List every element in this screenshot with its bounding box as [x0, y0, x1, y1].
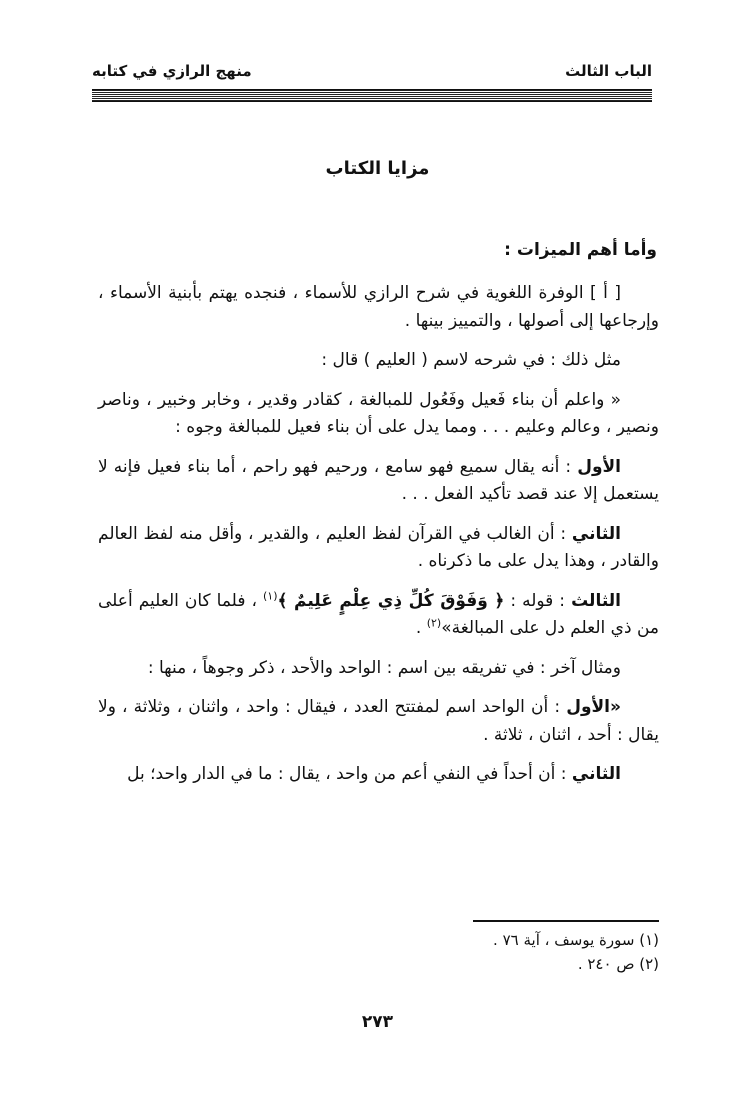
paragraph-1: [ أ ] الوفرة اللغوية في شرح الرازي للأسماء ، فنجده يهتم بأبنية الأسماء ، وإرجاعها إلى أصولها ، والتمييز بينها .	[98, 283, 659, 331]
section-title: مزايا الكتاب	[325, 158, 430, 179]
paragraph-4-lead: الأول	[577, 456, 621, 477]
paragraph-8-text: : أن الواحد اسم لمفتتح العدد ، فيقال : واحد ، واثنان ، وثلاثة ، ولا يقال : أحد ، اثنان ، ثلاثة .	[98, 697, 659, 745]
paragraph-8	[98, 694, 659, 749]
footnote-2: (٢) ص ٢٤٠ .	[577, 955, 659, 973]
paragraph-5-text: : أن الغالب في القرآن لفظ العليم ، والقدير ، وأقل منه لفظ العالم والقادر ، وهذا يدل على ما ذكرناه .	[98, 523, 659, 571]
subtitle: وأما أهم الميزات :	[504, 240, 657, 260]
paragraph-6-lead: الثالث	[571, 590, 621, 611]
paragraph-6-text-a: : قوله :	[504, 590, 572, 611]
quran-verse: ﴿ وَفَوْقَ كُلِّ ذِي عِلْمٍ عَلِيمٌ ﴾	[277, 590, 505, 611]
paragraph-3: « واعلم أن بناء فَعيل وفَعُول للمبالغة ، كقادر وقدير ، وخابر وخبير ، وناصر ونصير ، وعالم وعليم . . . ومما يدل على أن بناء فعيل للمبالغة وجوه :	[98, 389, 659, 437]
running-header	[92, 58, 652, 106]
paragraph-9	[98, 761, 659, 789]
paragraph-2: مثل ذلك : في شرحه لاسم ( العليم ) قال :	[321, 350, 621, 370]
paragraph-8-lead: «الأول	[566, 697, 621, 717]
footnote-ref-2: (٢)	[426, 616, 442, 630]
page-number: ٢٧٣	[361, 1012, 394, 1032]
paragraph-7: ومثال آخر : في تفريقه بين اسم : الواحد والأحد ، ذكر وجوهاً ، منها :	[147, 657, 621, 678]
body-text	[98, 280, 659, 801]
paragraph-6-text-c: .	[415, 618, 427, 638]
paragraph-6	[98, 588, 659, 643]
footnote-ref-1: (١)	[262, 588, 278, 602]
paragraph-5-lead: الثاني	[571, 523, 621, 544]
paragraph-4-text: : أنه يقال سميع فهو سامع ، ورحيم فهو راحم ، أما بناء فعيل فإنه لا يستعمل إلا عند قصد تأكيد الفعل . . .	[98, 456, 659, 504]
footnote-1: (١) سورة يوسف ، آية ٧٦ .	[493, 931, 659, 949]
paragraph-9-lead: الثاني	[571, 764, 621, 784]
footnote-rule	[473, 920, 659, 922]
header-rule	[92, 89, 652, 102]
paragraph-5	[98, 521, 659, 576]
footnotes	[493, 928, 659, 976]
paragraph-9-text: : أن أحداً في النفي أعم من واحد ، يقال : ما في الدار واحد؛ بل	[127, 764, 572, 784]
paragraph-6-text-b: ، فلما كان العليم أعلى من ذي العلم دل على المبالغة»	[98, 590, 659, 638]
chapter-title: الباب الثالث	[565, 62, 652, 80]
paragraph-4	[98, 454, 659, 509]
book-title: منهج الرازي في كتابه	[92, 62, 252, 80]
